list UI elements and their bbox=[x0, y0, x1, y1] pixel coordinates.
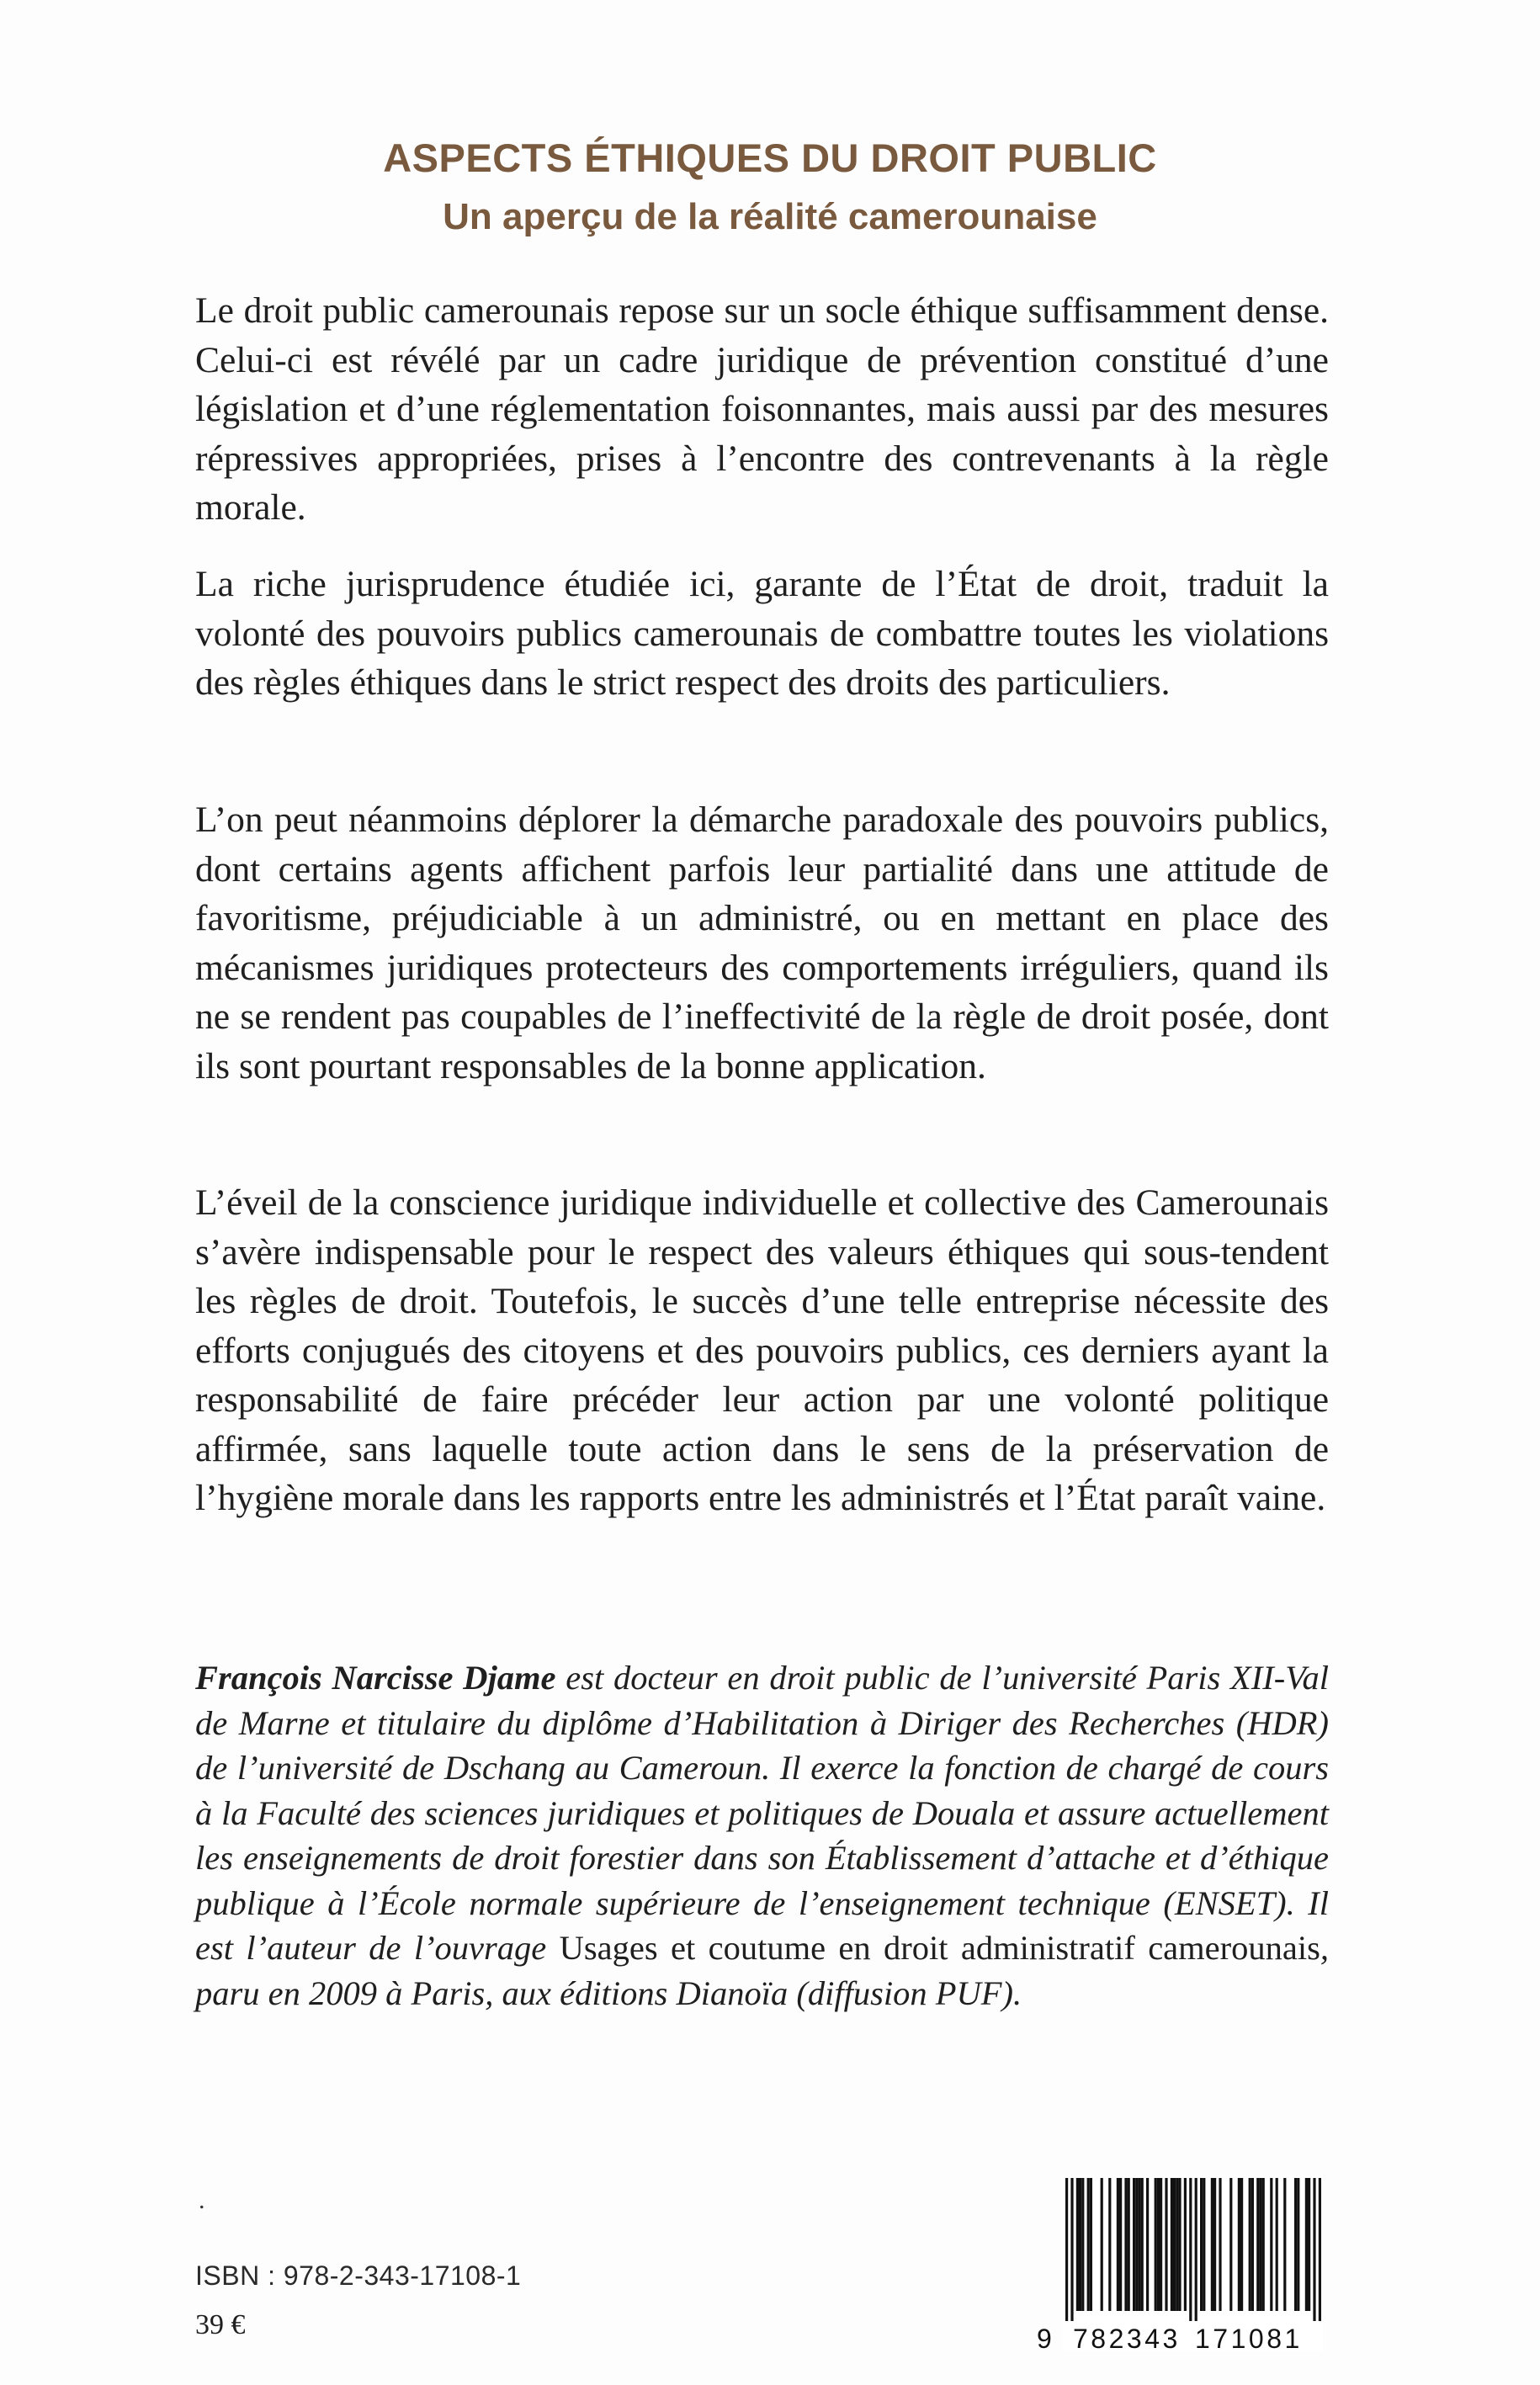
barcode-bar bbox=[1124, 2178, 1127, 2311]
barcode-bar bbox=[1173, 2178, 1176, 2311]
barcode-bar bbox=[1270, 2178, 1272, 2311]
barcode-bar bbox=[1157, 2178, 1160, 2311]
barcode-bar bbox=[1119, 2178, 1122, 2311]
bio-text-part-2: , paru en 2009 à Paris, aux éditions Dianoïa (diffusion PUF). bbox=[195, 1929, 1329, 2012]
paragraph-text: L’éveil de la conscience juridique individuelle et collective des Camerounais s’avère indispensable pour le respect des valeurs éthiques qui sous-tendent les règles de droit. Toutefois, le succès d’une telle entreprise nécessite des efforts conjugués des citoyens et des pouvoirs publics, ces derniers ayant la responsabilité de faire précéder leur action par une volonté politique affirmée, sans laquelle toute action dans le sens de la préservation de l’hygiène morale dans les rapports entre les administrés et l’État paraît vaine. bbox=[195, 1182, 1329, 1518]
barcode-bar bbox=[1065, 2178, 1068, 2321]
barcode-bar bbox=[1128, 2178, 1130, 2311]
book-title: ASPECTS ÉTHIQUES DU DROIT PUBLIC bbox=[383, 135, 1157, 180]
barcode-bar bbox=[1294, 2178, 1297, 2311]
barcode-bar bbox=[1240, 2178, 1243, 2311]
barcode-bar bbox=[1211, 2178, 1213, 2311]
barcode-bar bbox=[1229, 2178, 1232, 2311]
barcode-bar bbox=[1189, 2178, 1192, 2321]
paragraph-text: La riche jurisprudence étudiée ici, garante de l’État de droit, traduit la volonté des pouvoirs publics camerounais de combattre toutes les violations des règles éthiques dans le strict respect des droits des particuliers. bbox=[195, 564, 1329, 703]
barcode-bar bbox=[1305, 2178, 1308, 2311]
barcode-bar bbox=[1165, 2178, 1167, 2311]
isbn-label: ISBN : 978-2-343-17108-1 bbox=[195, 2260, 522, 2291]
barcode-bar bbox=[1313, 2178, 1315, 2321]
barcode-bar bbox=[1297, 2178, 1299, 2311]
barcode-bar bbox=[1249, 2178, 1251, 2311]
barcode-bar bbox=[1203, 2178, 1205, 2311]
barcode-bars bbox=[1062, 2175, 1323, 2322]
barcode-right-group: 171081 bbox=[1195, 2324, 1303, 2354]
barcode-left-group: 782343 bbox=[1073, 2324, 1181, 2354]
barcode-bar bbox=[1138, 2178, 1140, 2311]
barcode-first-digit: 9 bbox=[1037, 2324, 1055, 2354]
barcode-bar bbox=[1213, 2178, 1216, 2311]
barcode-bar bbox=[1160, 2178, 1162, 2311]
author-biography bbox=[195, 1655, 1329, 2016]
summary-paragraph-2 bbox=[195, 560, 1329, 708]
barcode-bar bbox=[1219, 2178, 1221, 2311]
summary-paragraph-3 bbox=[195, 795, 1329, 1091]
barcode-bar bbox=[1200, 2178, 1203, 2311]
barcode-bar bbox=[1141, 2178, 1144, 2311]
barcode-bar bbox=[1076, 2178, 1079, 2311]
summary-paragraph-1 bbox=[195, 286, 1329, 533]
book-reference-title: Usages et coutume en droit administratif camerounais bbox=[559, 1929, 1320, 1967]
barcode-bar bbox=[1319, 2178, 1321, 2321]
barcode-bar bbox=[1259, 2178, 1261, 2311]
barcode-bar bbox=[1135, 2178, 1138, 2311]
paragraph-text: Le droit public camerounais repose sur un socle éthique suffisamment dense. Celui-ci est révélé par un cadre juridique de prévention constitué d’une législation et d’une réglementation foisonnantes, mais aussi par des mesures répressives appropriées, prises à l’encontre des contrevenants à la règle morale. bbox=[195, 290, 1329, 528]
barcode-bar bbox=[1146, 2178, 1149, 2311]
bio-text-part-1: est docteur en droit public de l’université Paris XII-Val de Marne et titulaire du diplôme d’Habilitation à Diriger des Recherches (HDR) de l’université de Dschang au Cameroun. Il exerce la fonction de chargé de cours à la Faculté des sciences juridiques et politiques de Douala et assure actuellement les enseignements de droit forestier dans son Établissement d’attache et d’éthique publique à l’École normale supérieure de l’enseignement technique (ENSET). Il est l’auteur de l’ouvrage bbox=[195, 1659, 1330, 1967]
author-name: François Narcisse Djame bbox=[195, 1659, 556, 1697]
barcode-bar bbox=[1079, 2178, 1081, 2311]
paragraph-text: L’on peut néanmoins déplorer la démarche paradoxale des pouvoirs publics, dont certains agents affichent parfois leur partialité dans une attitude de favoritisme, préjudiciable à un administré, ou en mettant en place des mécanismes juridiques protecteurs des comportements irréguliers, quand ils ne se rendent pas coupables de l’ineffectivité de la règle de droit posée, dont ils sont pourtant responsables de la bonne application. bbox=[195, 799, 1329, 1086]
barcode-bar bbox=[1070, 2178, 1073, 2321]
barcode-bar bbox=[1283, 2178, 1286, 2311]
barcode-bar bbox=[1087, 2178, 1090, 2311]
price-label: 39 € bbox=[195, 2309, 246, 2340]
barcode-bar bbox=[1101, 2178, 1103, 2311]
barcode-bar bbox=[1171, 2178, 1173, 2311]
book-subtitle: Un aperçu de la réalité camerounaise bbox=[443, 196, 1097, 237]
barcode-bar bbox=[1276, 2178, 1278, 2311]
barcode-bar bbox=[1178, 2178, 1181, 2311]
barcode-bar bbox=[1176, 2178, 1178, 2311]
barcode-bar bbox=[1081, 2178, 1084, 2311]
barcode-bar bbox=[1262, 2178, 1265, 2311]
barcode-bar bbox=[1256, 2178, 1259, 2311]
barcode-bar bbox=[1184, 2178, 1187, 2311]
barcode-bar bbox=[1117, 2178, 1119, 2311]
barcode-bar bbox=[1251, 2178, 1254, 2311]
barcode-bar bbox=[1238, 2178, 1240, 2311]
stray-dot: . bbox=[199, 2186, 205, 2214]
summary-paragraph-4 bbox=[195, 1178, 1329, 1523]
barcode-bar bbox=[1308, 2178, 1310, 2311]
barcode-bar bbox=[1133, 2178, 1135, 2311]
barcode-bar bbox=[1090, 2178, 1092, 2311]
barcode-bar bbox=[1155, 2178, 1157, 2311]
barcode-bar bbox=[1108, 2178, 1111, 2311]
barcode-bar bbox=[1195, 2178, 1197, 2321]
